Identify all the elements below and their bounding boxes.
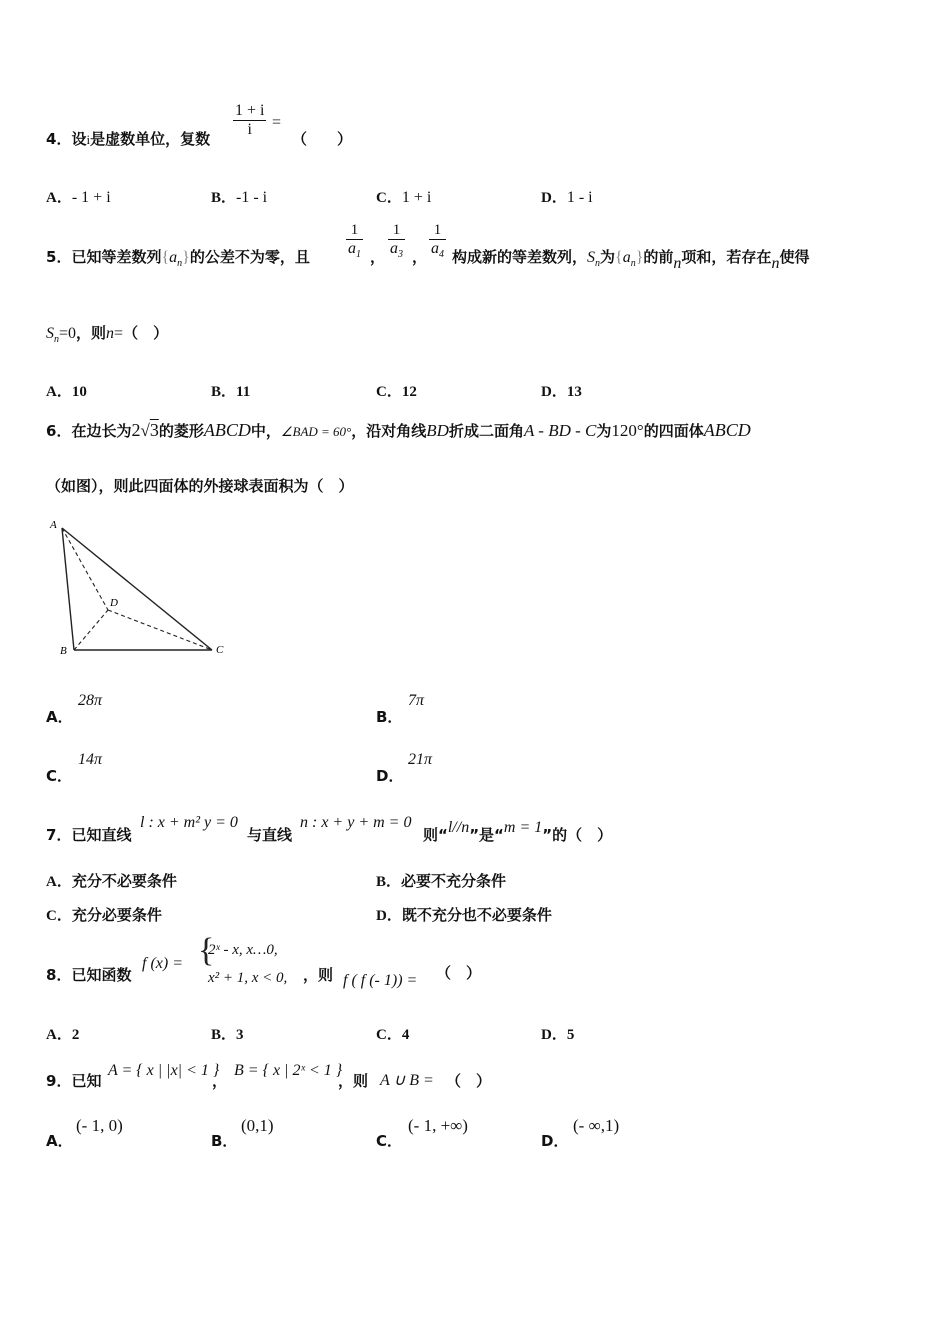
q9-option-b-value[interactable]: (0,1) — [241, 1116, 274, 1135]
q4-stem: 4．设i是虚数单位，复数 — [46, 130, 211, 148]
q5-option-b[interactable]: B．11 — [211, 384, 251, 400]
q9-option-b-label[interactable]: B． — [211, 1132, 238, 1150]
q4-eq: = — [272, 114, 282, 131]
q7-option-b[interactable]: B．必要不充分条件 — [376, 872, 507, 890]
q5-option-c[interactable]: C．12 — [376, 384, 417, 400]
q5-number: 5 — [46, 248, 57, 266]
q6-option-d-label[interactable]: D． — [376, 767, 404, 785]
q7-option-a[interactable]: A．充分不必要条件 — [46, 872, 177, 890]
q7-line-l: l : x + m² y = 0 — [140, 814, 238, 831]
q9-stem: 9．已知 — [46, 1072, 102, 1090]
q9-paren: （ ） — [446, 1072, 492, 1090]
q7-text-2: 与直线 — [247, 826, 293, 844]
q7-number: 7 — [46, 826, 57, 844]
edge-bd — [74, 610, 108, 650]
q6-option-a-value[interactable]: 28π — [78, 692, 103, 709]
q5-frac-3: $\frac{1}{a_3}$ — [390, 222, 403, 261]
q5-frac-4: $\frac{1}{a_4}$ — [431, 222, 444, 261]
q9-option-c-value[interactable]: (- 1, +∞) — [408, 1116, 468, 1135]
q6-option-d-value[interactable]: 21π — [408, 751, 433, 768]
q9-option-c-label[interactable]: C． — [376, 1132, 403, 1150]
q7-option-c[interactable]: C．充分必要条件 — [46, 906, 162, 924]
q4-i: i — [86, 132, 91, 147]
q5-option-d[interactable]: D．13 — [541, 384, 582, 400]
q9-option-d-value[interactable]: (- ∞,1) — [573, 1116, 620, 1135]
q6-tetrahedron-figure — [44, 514, 244, 664]
q9-option-a-label[interactable]: A． — [46, 1132, 73, 1150]
q7-stem: 7．已知直线 — [46, 826, 132, 844]
q7-stem-2: 则“l//n”是“m = 1”的（ ） — [423, 819, 613, 844]
q9-option-a-value[interactable]: (- 1, 0) — [76, 1116, 123, 1135]
q8-option-a[interactable]: A．2 — [46, 1027, 80, 1043]
q4-frac-num: 1 + i — [235, 102, 265, 119]
q4-option-c[interactable]: C．1 + i — [376, 189, 432, 206]
q4-text-2: 是虚数单位，复数 — [90, 130, 211, 148]
edge-ac — [62, 528, 212, 650]
q5-frac-1: $\frac{1}{a_1}$ — [348, 222, 361, 261]
q4-option-b[interactable]: B．-1 - i — [211, 189, 268, 206]
q7-line-n: n : x + y + m = 0 — [300, 814, 412, 831]
edge-ab — [62, 528, 74, 650]
label-d: D — [110, 597, 118, 609]
q6-stem: 6．在边长为2√3的菱形ABCD中，∠BAD = 60°，沿对角线BD折成二面角A - BD - C为120°的四面体ABCD — [46, 420, 751, 440]
q8-paren: （ ） — [436, 964, 482, 982]
q9-number: 9 — [46, 1072, 57, 1090]
q9-option-d-label[interactable]: D． — [541, 1132, 569, 1150]
q8-text-2: ，则 — [303, 966, 334, 984]
q4-text-1: 设 — [71, 130, 87, 148]
q5-comma-2: ， — [412, 248, 428, 266]
q4-number: 4 — [46, 130, 57, 148]
q8-number: 8 — [46, 966, 57, 984]
q8-option-b[interactable]: B．3 — [211, 1027, 244, 1043]
q6-option-c-label[interactable]: C． — [46, 767, 73, 785]
q9-comma: ， — [212, 1072, 228, 1090]
q8-stem: 8．已知函数 — [46, 966, 132, 984]
q5-stem-3: $S_n=0$，则n=（ ） — [46, 324, 169, 346]
q8-ff: f ( f (- 1)) = — [343, 972, 418, 989]
label-b: B — [60, 645, 67, 657]
q6-option-b-value[interactable]: 7π — [408, 692, 425, 709]
q9-set-b: B = { x | 2ˣ < 1 } — [234, 1062, 343, 1079]
label-c: C — [216, 644, 224, 656]
q6-number: 6 — [46, 422, 57, 440]
q8-option-d[interactable]: D．5 — [541, 1027, 575, 1043]
q6-option-a-label[interactable]: A． — [46, 708, 73, 726]
q9-union: A ∪ B = — [380, 1072, 434, 1089]
q8-fx: f (x) = — [142, 955, 183, 972]
q8-case-1: 2ˣ - x, x…0, — [208, 942, 278, 958]
label-a: A — [50, 519, 57, 531]
q6-option-c-value[interactable]: 14π — [78, 751, 103, 768]
q9-text-2: ，则 — [338, 1072, 369, 1090]
q4-paren: （ ） — [292, 130, 353, 148]
q4-option-a[interactable]: A．- 1 + i — [46, 189, 111, 206]
q5-comma-1: ， — [370, 248, 386, 266]
q6-stem-2: （如图），则此四面体的外接球表面积为（ ） — [46, 477, 354, 495]
q5-option-a[interactable]: A．10 — [46, 384, 87, 400]
q4-option-d[interactable]: D．1 - i — [541, 189, 593, 206]
q8-case-2: x² + 1, x < 0, — [208, 970, 288, 986]
q9-set-a: A = { x | |x| < 1 } — [108, 1062, 220, 1079]
q4-fraction — [233, 102, 266, 139]
q6-option-b-label[interactable]: B． — [376, 708, 403, 726]
q8-brace: { — [198, 932, 215, 969]
edge-dc — [108, 610, 212, 650]
q8-option-c[interactable]: C．4 — [376, 1027, 410, 1043]
q7-option-d[interactable]: D．既不充分也不必要条件 — [376, 906, 552, 924]
q4-frac-den: i — [247, 121, 252, 138]
q5-stem: 5．已知等差数列$\{a_n\}$的公差不为零，且 — [46, 248, 310, 270]
q5-stem-2: 构成新的等差数列，$S_n$为$\{a_n\}$的前n项和，若存在n使得 — [452, 248, 810, 272]
